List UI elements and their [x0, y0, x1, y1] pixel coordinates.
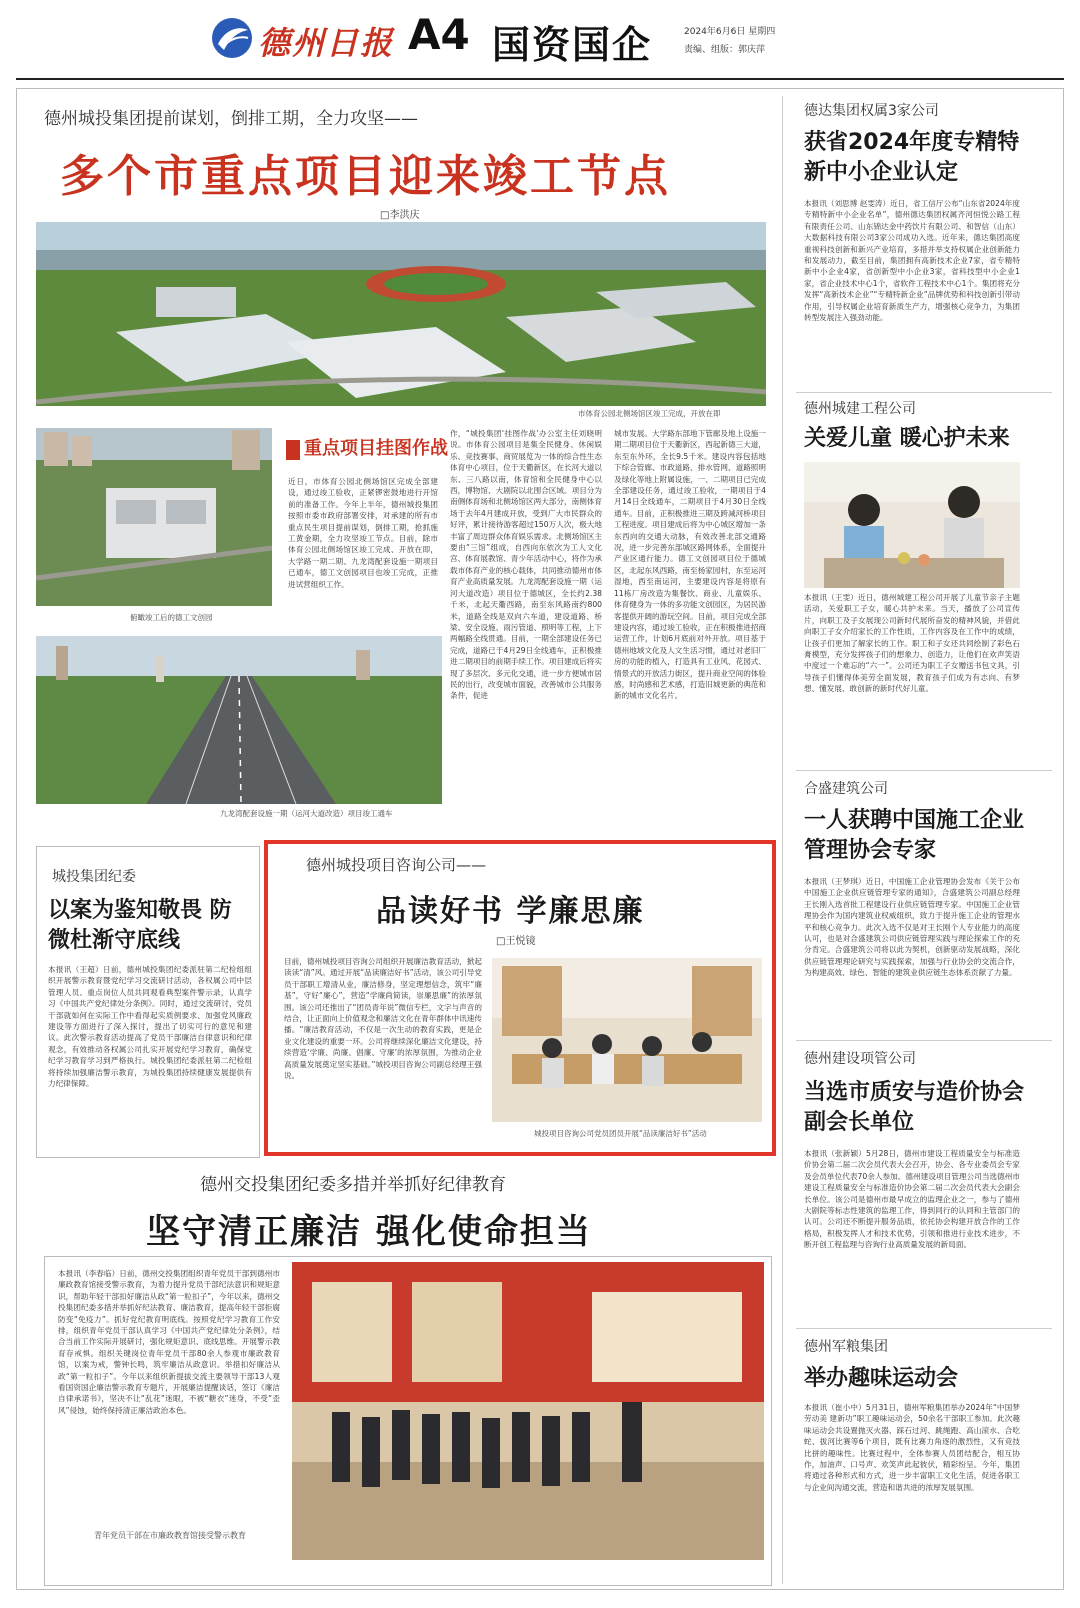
lead-col3: 城市发展。大学路东部地下管廊及地上设施一期二期项目位于天衢新区，西起新德三大道，东至东外环，全长9.5千米。建设内容包括地下综合管廊、市政道路、排水管网、道路照明及绿化等地上附属设施，一、二期项目已完成全部建设任务，通过竣工验收，一期项目于4月14日全线通车，二期项目于4月30日全线通车。目前，正积极推进三期及跨减河桥项目工程进度。项目建成后将为中心城区增加一条东西向的交通大动脉，有效改善北部交通路况，进一步完善东部城区路网体系，全面提升产业区通行能力。德工文创园项目位于德城区，北起东风西路，南至杨家园村，东至运河湿地，西至南运河，主要建设内容是将原有11栋厂房改造为集餐饮、商业、儿童娱乐、体育健身为一体的多功能文创园区，为居民游客提供开阔的游玩空间。目前，项目完成全部建设内容，通过竣工验收，正在积极推进招商运营工作，计划6月底前对外开放。项目基于德州地域文化及人文生活习惯，通过对老旧厂房的功能的植入，打造具有工业风、花园式、情景式的开放活力街区，提升商业空间的体验感，时尚感和艺术感，打造旧城更新的典范和新的城市文化名片。	[614, 429, 766, 701]
lead-byline: □李洪庆	[380, 210, 420, 221]
right-item-label: 德州建设项管公司	[804, 1051, 916, 1067]
right-item-text: 本报讯（王梦琪）近日，中国施工企业管理协会发布《关于公布中国施工企业供应链管理专家的通知》，合盛建筑公司副总经理王长刚入选首批工程建设行业供应链管理专家。中国施工企业管理协会作为国内建筑业权威组织，致力于提升施工企业的管理水平和核心竞争力。此次入选不仅是对王长刚个人专业能力的高度认可，也是对合盛建筑公司供应链管理实践与理论探索工作的充分肯定。合盛建筑公司将以此为契机，创新驱动发展战略，深化供应链管理理论研究与实践探索，加强与行业协会的交流合作，为构建高效、绿色、智能的建筑业供应链生态体系贡献了力量。	[804, 877, 1020, 978]
paper-name: 德州日报	[258, 24, 395, 62]
right-divider	[796, 770, 1052, 771]
jiaotou-kicker: 德州交投集团纪委多措并举抓好纪律教育	[200, 1175, 506, 1195]
lead-col2: 作，“城投集团‘挂图作战’办公室主任刘晓明说。市体育公园项目是集全民健身、休闲娱乐、竞技赛事、商贸展览为一体的综合性生态体育中心项目，位于天衢新区，在长河大道以东、三八路以南，体育馆和全民健身中心以西，博物馆、大剧院以北围合区域。项目分为南侧体育场和北侧场馆区两大部分，南侧体育场于去年4月建成开放，受到广大市民群众的好评，累计接待游客超过150万人次，极大地丰富了周边群众体育娱乐需求。北侧场馆区主要由“三馆”组成，自西向东依次为工人文化宫、体育展教馆、青少年活动中心，将作为承载市体育产业的核心载体，共同推动德州市体育产业高质量发展。九龙湾配套设施一期（运河大道改造）项目位于德城区，全长约2.38千米，北起天衢西路，南至东风路南约800米，道路全线是双向六车道，建设道路、桥梁、安全设施、雨污管道、照明等工程，上下两幅路全线贯通。目前，一期全部建设任务已完成，道路已于4月29日全线通车，正积极推进二期项目的前期手续工作。项目建成后将实现了多层次、多元化交通，进一步方便城市居民的出行，改变城市面貌，改善城市公共服务条件，促进	[450, 429, 602, 701]
main-photo-caption: 市体育公园北侧场馆区竣工完成，开放在即	[578, 409, 721, 418]
right-item-headline: 一人获聘中国施工企业管理协会专家	[804, 808, 1025, 863]
education-hall-photo	[292, 1262, 764, 1560]
section-title: 国资国企	[492, 23, 653, 67]
issue-date: 2024年6月6日 星期四	[684, 27, 776, 37]
masthead-rule	[16, 78, 1064, 80]
right-divider	[796, 1328, 1052, 1329]
reading-room-photo	[492, 958, 762, 1122]
editor-credit: 责编、组版：郭庆萍	[684, 45, 766, 55]
right-item-text: 本报讯（崔小中）5月31日，德州军粮集团举办2024年“中国梦 劳动美 建新功”职工趣味运动会，50余名干部职工参加。此次趣味运动会共设置抛灭火器、踩石过河、跳绳跑、高山滚水、合吃蛇、拔河比赛等6个项目，既有比赛力角逐的激烈性，又有竞技比拼的趣味性。比赛过程中，全体参赛人员团结配合，相互协作，加油声、口号声、欢笑声此起彼伏，精彩纷呈。今年，集团将通过各种形式和方式，进一步丰富职工文化生活，促进各职工与企业间沟通交流，营造和谐共进的浓厚发展氛围。	[804, 1403, 1020, 1492]
lianju-text: 目前，德州城投项目咨询公司组织开展廉洁教育活动，掀起读读“清”风。通过开展“品读廉洁好书”活动，该公司引导党员干部职工增清从业，廉洁修身，坚定理想信念，筑牢“廉基”，守好“廉心”，营造“学廉尚简读，崇廉思廉”的浓厚氛围。该公司还推出了“团员青年说”微信专栏，文字与声音的结合，让正面向上价值观念和廉洁文化在青年群体中讯速传播。“廉洁教育活动，不仅是一次生动的教育实践，更是企业文化建设的重要一环。公司将继续深化廉洁文化建设，持续营造‘学廉、尚廉、倡廉、守廉’的浓厚氛围，为推动企业高质量发展奠定坚实基础。”城投项目咨询公司副总经理王强说。	[284, 957, 482, 1081]
right-item-text: 本报讯（张新颖）5月28日，德州市建设工程质量安全与标准造价协会第二届二次会员代表大会召开，协会、各专业委员会专家及会员单位代表70余人参加。德州建设项目管理公司当选德州市建设工程质量安全与标准造价协会第二届二次会员代表大会副会长单位。该公司是德州市最早成立的监理企业之一，参与了德州大剧院等标志性建筑的监理工作，得到同行的认同和主管部门的认可。公司还不断提升服务品质，依托协会构建开放合作的工作格局，积极发挥人才和技术优势，引领和推进行业技术进步，不断开创工程监理与咨询行业高质量发展的新局面。	[804, 1149, 1020, 1250]
newspaper-logo-icon	[210, 16, 254, 60]
right-item-headline: 关爱儿童 暖心护未来	[804, 426, 1010, 451]
discipline-label: 城投集团纪委	[52, 869, 136, 885]
park-aerial-photo	[36, 428, 272, 606]
children-activity-photo	[804, 462, 1020, 588]
lianju-photo-caption: 城投项目咨询公司党员团员开展“品读廉洁好书”活动	[534, 1129, 707, 1138]
right-item-label: 德州城建工程公司	[804, 401, 916, 417]
jiaotou-headline: 坚守清正廉洁 强化使命担当	[146, 1212, 592, 1252]
lianju-headline: 品读好书 学廉思廉	[376, 894, 645, 929]
right-item-headline: 举办趣味运动会	[804, 1366, 959, 1391]
right-divider	[796, 392, 1052, 393]
stadium-aerial-photo	[36, 222, 766, 406]
discipline-text: 本报讯（王超）日前，德州城投集团纪委派驻第二纪检组组织开展警示教育暨党纪学习交流研讨活动，各权属公司中层管理人员、重点岗位人员共同观看典型案件警示录，认真学习《中国共产党纪律处分条例》。同时，通过交流研讨，党员干部就如何在实际工作中看得起实质例要求、加强党风廉政建设等方面进行了深入探讨，提出了切实可行的意见和建议。此次警示教育活动提高了党员干部廉洁自律意识和纪律观念，有效推动各权属公司扎实开展党纪学习教育，确保党纪学习教育学习到严格执行。城投集团纪委派驻第二纪检组将持续加强廉洁警示教育，为城投集团持续健康发展提供有力纪律保障。	[48, 965, 252, 1089]
photo2-caption: 俯瞰竣工后的德工文创园	[130, 613, 213, 622]
right-item-headline: 获省2024年度专精特新中小企业认定	[804, 130, 1020, 185]
right-item-headline: 当选市质安与造价协会副会长单位	[804, 1080, 1025, 1135]
project-graphic-icon	[286, 440, 300, 460]
jiaotou-text: 本报讯（李春临）日前，德州交投集团组织青年党员干部到德州市廉政教育馆接受警示教育，为着力提升党员干部纪法意识和规矩意识，帮助年轻干部扣好廉洁从政“第一粒扣子”，今年以来，德州交投集团纪委多措并举抓好纪法教育、廉洁教育，提高年轻干部拒腐防变“免疫力”。抓好党纪教育明底线。按照党纪学习教育工作安排，组织青年党员干部认真学习《中国共产党纪律处分条例》，结合当前工作实际开展研讨，强化规矩意识、底线思维。开展警示教育存戒惧。组织关键岗位青年党员干部80余人参观市廉政教育馆，以案为戒，警钟长鸣，筑牢廉洁从政意识。举措扣好廉洁从政“第一粒扣子”。今年以来组织新提拔交流主要领导干部13人观看国资国企廉洁警示教育专题片，开展廉洁提醒谈话，签订《廉洁自律承诺书》，坚决不让“乱花”迷眼，不被“糖衣”迷身，不受“歪风”侵蚀，始终保持清正廉洁政治本色。	[58, 1269, 280, 1415]
right-divider	[796, 1040, 1052, 1041]
right-item-text: 本报讯（王雯）近日，德州城建工程公司开展了儿童节亲子主题活动，关爱职工子女，暖心共护未来。当天，播放了公司宣传片，向职工及子女展现公司新时代展所奋发的精神风貌，并借此向职工子女介绍家长的工作性质，工作内容及在工作中的成绩，让孩子们更加了解家长的工作。职工和子女还共同绘制了彩色石膏模型，充分发挥孩子们的想象力、创造力，让他们在欢声笑语中度过一个难忘的“六一”。公司还为职工子女赠送书包文具，引导孩子们懂得体美劳全面发展，教育孩子们成为有志向、有梦想、懂发展、敢创新的新时代好儿童。	[804, 593, 1020, 694]
right-item-label: 德州军粮集团	[804, 1339, 888, 1355]
photo3-caption: 九龙湾配套设施一期（运河大道改造）项目竣工通车	[220, 809, 393, 818]
page-code: A4	[408, 10, 470, 59]
lianju-kicker: 德州城投项目咨询公司——	[306, 856, 487, 874]
project-graphic-label: 重点项目挂图作战	[286, 430, 434, 464]
lead-headline: 多个市重点项目迎来竣工节点	[60, 151, 671, 202]
jiaotou-photo-caption: 青年党员干部在市廉政教育馆接受警示教育	[94, 1531, 246, 1540]
lead-col1: 近日，市体育公园北侧场馆区完成全部建设，通过竣工验收，正紧锣密鼓地进行开馆前的准备工作。今年上半年，德州城投集团按照市委市政府部署安排，对承建的所有市重点民生项目提前谋划，倒排工期，抢抓施工黄金期，全力攻坚竣工节点。目前，除市体育公园北侧场馆区竣工完成、开放在即，大学路一期二期、九龙湾配套设施一期项目已通车，德工文创园项目也竣工完成，正推进试营组织工作。	[288, 477, 438, 589]
right-item-text: 本报讯（刘思博 赵雯涛）近日，省工信厅公布“山东省2024年度专精特新中小企业名单”，德州德达集团权属齐河恒悦公路工程有限责任公司、山东锦达金中药饮片有限公司、和智信（山东）大数据科技有限公司3家公司成功入选。近年来，德达集团高度重视科技创新和新兴产业培育，多措并举支持权属企业创新能力和发展动力，截至目前，集团拥有高新技术企业7家，省专精特新中小企业4家，省创新型中小企业3家，省科技型中小企业1家，省企业技术中心1个，省软件工程技术中心1个。集团将充分发挥“高新技术企业”“专精特新企业”品牌优势和科技创新引带动作用，引导权属企业培育新质生产力，增强核心竞争力，为集团转型发展注入强劲动能。	[804, 199, 1020, 323]
lead-kicker: 德州城投集团提前谋划，倒排工期，全力攻坚——	[44, 109, 418, 129]
masthead	[0, 0, 1080, 80]
right-item-label: 德达集团权属3家公司	[804, 103, 939, 119]
right-item-label: 合盛建筑公司	[804, 781, 888, 797]
lianju-byline: □王悦镜	[496, 936, 536, 947]
column-divider	[782, 96, 783, 1584]
road-aerial-photo	[36, 636, 442, 804]
discipline-headline: 以案为鉴知敬畏 防微杜渐守底线	[48, 898, 232, 953]
